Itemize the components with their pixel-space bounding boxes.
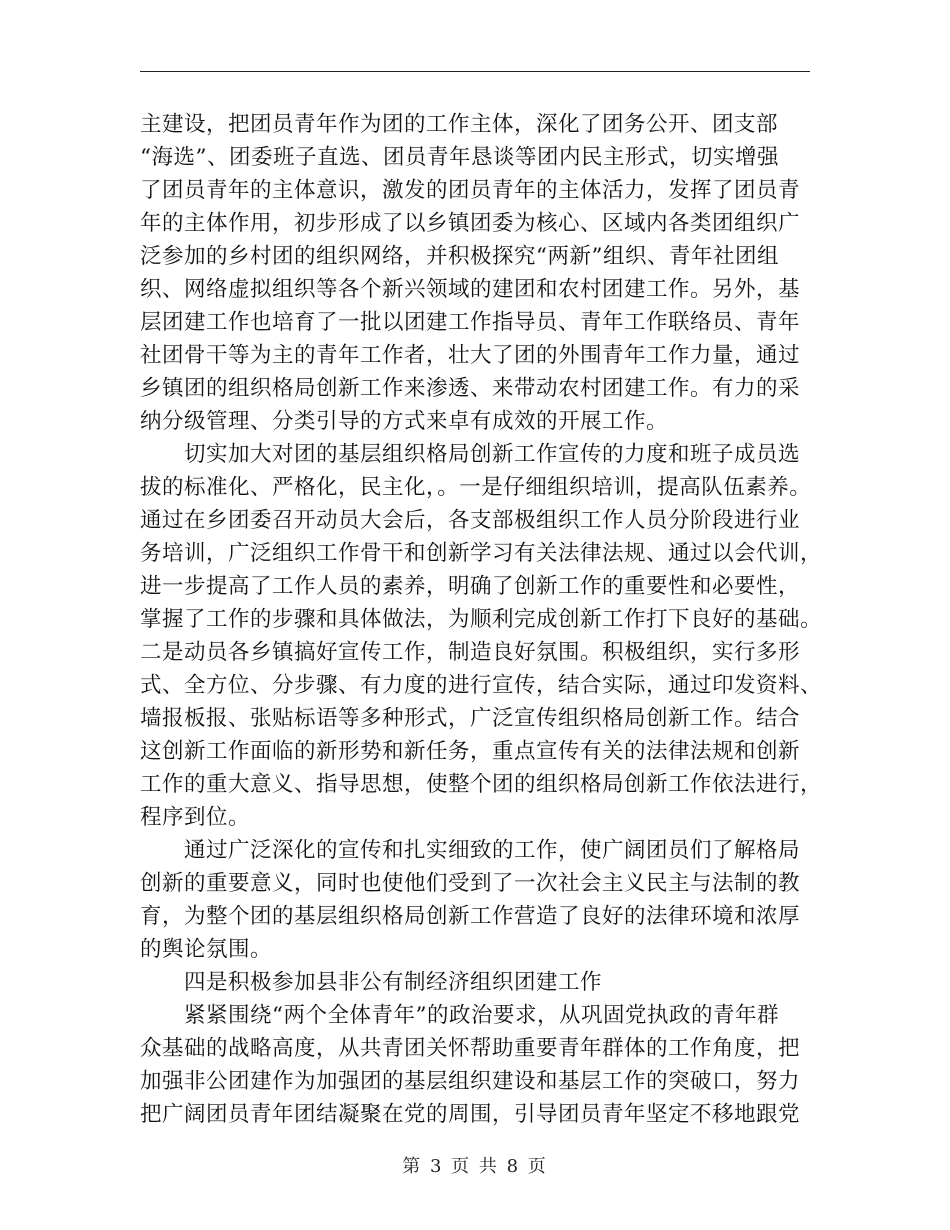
text-line: 的舆论氛围。 [140,937,273,962]
text-line: 年的主体作用，初步形成了以乡镇团委为核心、区域内各类团组织广 [140,211,801,236]
page-footer: 第 3 页 共 8 页 [402,1156,548,1177]
text-line: “海选”、团委班子直选、团员青年恳谈等团内民主形式，切实增强 [140,145,779,170]
text-line: 把广阔团员青年团结凝聚在党的周围，引导团员青年坚定不移地跟党 [140,1102,801,1127]
text-line: 二是动员各乡镇搞好宣传工作，制造良好氛围。积极组织，实行多形 [140,640,801,665]
text-line: 掌握了工作的步骤和具体做法，为顺利完成创新工作打下良好的基础。 [140,607,823,632]
text-line: 社团骨干等为主的青年工作者，壮大了团的外围青年工作力量，通过 [140,343,801,368]
text-line: 工作的重大意义、指导思想，使整个团的组织格局创新工作依法进行， [140,772,823,797]
text-line: 乡镇团的组织格局创新工作来渗透、来带动农村团建工作。有力的采 [140,376,801,401]
text-line: 程序到位。 [140,805,251,830]
text-line: 通过在乡团委召开动员大会后，各支部极组织工作人员分阶段进行业 [140,508,801,533]
text-line: 泛参加的乡村团的组织网络，并积极探究“两新”组织、青年社团组 [140,244,779,269]
paragraph-start: 紧紧围绕“两个全体青年”的政治要求，从巩固党执政的青年群 [184,1003,779,1028]
paragraph-start: 切实加大对团的基层组织格局创新工作宣传的力度和班子成员选 [184,442,801,467]
text-line: 务培训，广泛组织工作骨干和创新学习有关法律法规、通过以会代训， [140,541,823,566]
text-line: 了团员青年的主体意识，激发的团员青年的主体活力，发挥了团员青 [140,178,801,203]
text-line: 墙报板报、张贴标语等多种形式，广泛宣传组织格局创新工作。结合 [140,706,801,731]
text-line: 织、网络虚拟组织等各个新兴领域的建团和农村团建工作。另外，基 [140,277,801,302]
text-line: 式、全方位、分步骤、有力度的进行宣传，结合实际，通过印发资料、 [140,673,823,698]
text-line: 进一步提高了工作人员的素养，明确了创新工作的重要性和必要性， [140,574,801,599]
paragraph-start: 通过广泛深化的宣传和扎实细致的工作，使广阔团员们了解格局 [184,838,801,863]
section-heading: 四是积极参加县非公有制经济组织团建工作 [184,970,603,995]
header-rule [140,71,810,72]
text-line: 育，为整个团的基层组织格局创新工作营造了良好的法律环境和浓厚 [140,904,801,929]
text-line: 创新的重要意义，同时也使他们受到了一次社会主义民主与法制的教 [140,871,801,896]
text-line: 这创新工作面临的新形势和新任务，重点宣传有关的法律法规和创新 [140,739,801,764]
text-line: 众基础的战略高度，从共青团关怀帮助重要青年群体的工作角度，把 [140,1036,801,1061]
text-line: 纳分级管理、分类引导的方式来卓有成效的开展工作。 [140,409,669,434]
text-line: 主建设，把团员青年作为团的工作主体，深化了团务公开、团支部 [140,112,779,137]
text-line: 加强非公团建作为加强团的基层组织建设和基层工作的突破口，努力 [140,1069,801,1094]
text-line: 拔的标准化、严格化，民主化，。一是仔细组织培训，提高队伍素养。 [140,475,812,500]
text-line: 层团建工作也培育了一批以团建工作指导员、青年工作联络员、青年 [140,310,801,335]
